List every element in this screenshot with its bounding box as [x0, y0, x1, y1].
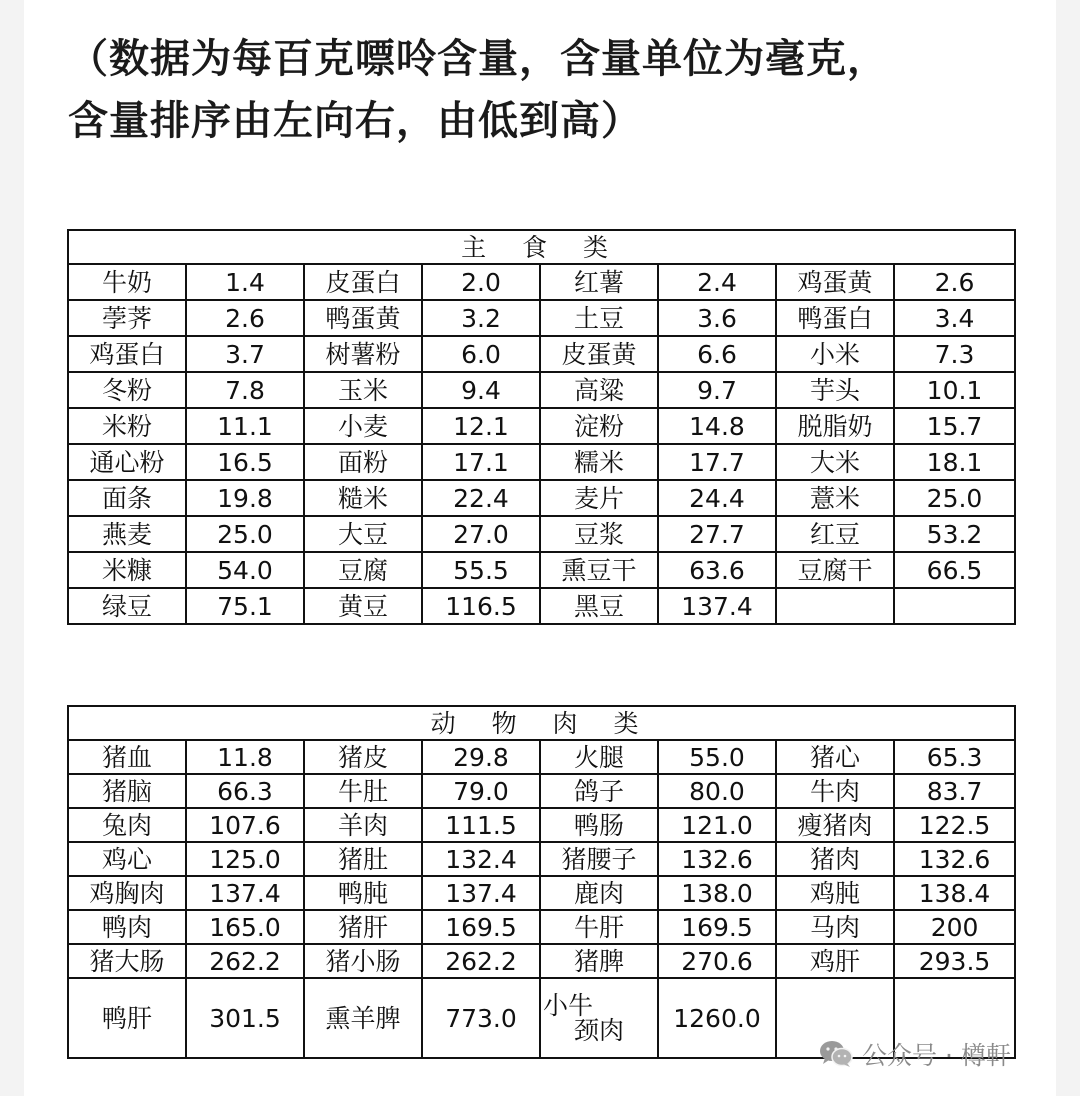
- purine-value-cell: 138.4: [894, 876, 1015, 910]
- purine-value-cell: 80.0: [658, 774, 776, 808]
- staple-table-row: [68, 408, 1015, 444]
- purine-value-cell: 11.8: [186, 740, 304, 774]
- food-name-cell: 荸荠: [68, 300, 186, 336]
- food-name-cell: 鸡蛋黄: [776, 264, 894, 300]
- food-name-cell: 熏豆干: [540, 552, 658, 588]
- food-name-cell: 鸭蛋白: [776, 300, 894, 336]
- food-name-cell: [776, 588, 894, 624]
- staple-table-row: [68, 336, 1015, 372]
- food-name-cell: 黑豆: [540, 588, 658, 624]
- food-name-cell: 芋头: [776, 372, 894, 408]
- purine-value-cell: 53.2: [894, 516, 1015, 552]
- meat-table: [67, 705, 1016, 1059]
- food-name-cell: 鸡胸肉: [68, 876, 186, 910]
- purine-value-cell: 22.4: [422, 480, 540, 516]
- food-name-cell: 豆腐干: [776, 552, 894, 588]
- food-name-cell: 豆腐: [304, 552, 422, 588]
- purine-value-cell: 262.2: [422, 944, 540, 978]
- staple-table-title: 主 食 类: [68, 230, 1015, 264]
- food-name-cell: 皮蛋黄: [540, 336, 658, 372]
- purine-value-cell: 63.6: [658, 552, 776, 588]
- staple-table-row: [68, 480, 1015, 516]
- food-name-cell: 瘦猪肉: [776, 808, 894, 842]
- purine-value-cell: 12.1: [422, 408, 540, 444]
- purine-value-cell: 25.0: [186, 516, 304, 552]
- food-name-cell: 糯米: [540, 444, 658, 480]
- food-name-line-1: 小牛: [543, 991, 594, 1020]
- food-name-cell: 黄豆: [304, 588, 422, 624]
- purine-value-cell: 262.2: [186, 944, 304, 978]
- purine-value-cell: 137.4: [422, 876, 540, 910]
- food-name-line-2: 颈肉: [573, 1016, 624, 1045]
- food-name-cell: 脱脂奶: [776, 408, 894, 444]
- food-name-cell: 树薯粉: [304, 336, 422, 372]
- food-name-cell: 牛肉: [776, 774, 894, 808]
- food-name-cell: 牛肚: [304, 774, 422, 808]
- purine-value-cell: 111.5: [422, 808, 540, 842]
- staple-table-row: [68, 588, 1015, 624]
- purine-value-cell: 15.7: [894, 408, 1015, 444]
- wechat-icon: [818, 1039, 854, 1069]
- purine-value-cell: 125.0: [186, 842, 304, 876]
- purine-value-cell: 121.0: [658, 808, 776, 842]
- purine-value-cell: 200: [894, 910, 1015, 944]
- food-name-cell: 糙米: [304, 480, 422, 516]
- purine-value-cell: 293.5: [894, 944, 1015, 978]
- purine-value-cell: 2.6: [186, 300, 304, 336]
- food-name-cell: 鸡肫: [776, 876, 894, 910]
- food-name-cell: 猪肚: [304, 842, 422, 876]
- purine-value-cell: 137.4: [186, 876, 304, 910]
- food-name-cell: 面粉: [304, 444, 422, 480]
- purine-value-cell: 6.0: [422, 336, 540, 372]
- meat-table-title: 动 物 肉 类: [68, 706, 1015, 740]
- purine-value-cell: 132.4: [422, 842, 540, 876]
- meat-table-row: [68, 842, 1015, 876]
- meat-table-row: [68, 808, 1015, 842]
- purine-value-cell: 165.0: [186, 910, 304, 944]
- watermark-text: 公众号 · 樽軒: [862, 1041, 1011, 1070]
- purine-value-cell: 132.6: [894, 842, 1015, 876]
- purine-value-cell: 16.5: [186, 444, 304, 480]
- food-name-cell: 高粱: [540, 372, 658, 408]
- food-name-cell: 米粉: [68, 408, 186, 444]
- purine-value-cell: 3.6: [658, 300, 776, 336]
- purine-value-cell: 169.5: [658, 910, 776, 944]
- food-name-cell: 通心粉: [68, 444, 186, 480]
- food-name-cell: 鸭肉: [68, 910, 186, 944]
- purine-value-cell: 54.0: [186, 552, 304, 588]
- food-name-cell: 鸭肝: [68, 978, 186, 1058]
- intro-line-2: 含量排序由左向右，由低到高）: [68, 98, 642, 144]
- purine-value-cell: 11.1: [186, 408, 304, 444]
- food-name-cell: 小米: [776, 336, 894, 372]
- meat-table-row: [68, 740, 1015, 774]
- purine-value-cell: 65.3: [894, 740, 1015, 774]
- food-name-cell: 马肉: [776, 910, 894, 944]
- meat-table-row: [68, 774, 1015, 808]
- purine-value-cell: 9.7: [658, 372, 776, 408]
- purine-value-cell: 18.1: [894, 444, 1015, 480]
- purine-value-cell: 7.8: [186, 372, 304, 408]
- staple-table-row: [68, 516, 1015, 552]
- purine-value-cell: 2.0: [422, 264, 540, 300]
- food-name-cell: 牛奶: [68, 264, 186, 300]
- purine-value-cell: 79.0: [422, 774, 540, 808]
- purine-value-cell: 27.7: [658, 516, 776, 552]
- food-name-cell: 猪脑: [68, 774, 186, 808]
- food-name-cell: 土豆: [540, 300, 658, 336]
- purine-value-cell: 122.5: [894, 808, 1015, 842]
- intro-text: [68, 28, 1048, 152]
- food-name-cell: 猪腰子: [540, 842, 658, 876]
- food-name-cell: 大米: [776, 444, 894, 480]
- purine-value-cell: 270.6: [658, 944, 776, 978]
- purine-value-cell: 107.6: [186, 808, 304, 842]
- food-name-cell: 猪肝: [304, 910, 422, 944]
- food-name-cell: 玉米: [304, 372, 422, 408]
- purine-value-cell: 1.4: [186, 264, 304, 300]
- staple-table-row: [68, 300, 1015, 336]
- food-name-cell: 猪皮: [304, 740, 422, 774]
- purine-value-cell: [894, 588, 1015, 624]
- food-name-cell: 麦片: [540, 480, 658, 516]
- staple-table-row: [68, 444, 1015, 480]
- food-name-cell: 猪血: [68, 740, 186, 774]
- purine-value-cell: 55.5: [422, 552, 540, 588]
- purine-value-cell: 116.5: [422, 588, 540, 624]
- food-name-cell: 火腿: [540, 740, 658, 774]
- food-name-cell: 面条: [68, 480, 186, 516]
- food-name-cell: 牛肝: [540, 910, 658, 944]
- purine-value-cell: 29.8: [422, 740, 540, 774]
- food-name-cell: 红薯: [540, 264, 658, 300]
- intro-line-1: （数据为每百克嘌呤含量，含量单位为毫克，: [68, 36, 888, 82]
- food-name-cell: 鸡心: [68, 842, 186, 876]
- food-name-cell: 大豆: [304, 516, 422, 552]
- food-name-cell: 羊肉: [304, 808, 422, 842]
- meat-table-row: [68, 910, 1015, 944]
- purine-value-cell: 3.4: [894, 300, 1015, 336]
- watermark: [818, 1036, 1011, 1072]
- purine-value-cell: 27.0: [422, 516, 540, 552]
- food-name-cell: 熏羊脾: [304, 978, 422, 1058]
- food-name-cell: 冬粉: [68, 372, 186, 408]
- purine-value-cell: 137.4: [658, 588, 776, 624]
- purine-value-cell: 83.7: [894, 774, 1015, 808]
- food-name-cell: 鸭肫: [304, 876, 422, 910]
- purine-value-cell: 25.0: [894, 480, 1015, 516]
- food-name-cell: 猪肉: [776, 842, 894, 876]
- purine-value-cell: 1260.0: [658, 978, 776, 1058]
- purine-value-cell: 301.5: [186, 978, 304, 1058]
- food-name-cell: 鸡肝: [776, 944, 894, 978]
- food-name-cell: 小麦: [304, 408, 422, 444]
- purine-value-cell: 138.0: [658, 876, 776, 910]
- food-name-cell: 兔肉: [68, 808, 186, 842]
- purine-value-cell: 66.5: [894, 552, 1015, 588]
- purine-value-cell: 19.8: [186, 480, 304, 516]
- purine-value-cell: 169.5: [422, 910, 540, 944]
- purine-value-cell: 66.3: [186, 774, 304, 808]
- food-name-cell: 淀粉: [540, 408, 658, 444]
- purine-value-cell: 17.7: [658, 444, 776, 480]
- food-name-cell: 猪脾: [540, 944, 658, 978]
- purine-value-cell: 132.6: [658, 842, 776, 876]
- staple-table-row: [68, 264, 1015, 300]
- staple-table-row: [68, 372, 1015, 408]
- purine-value-cell: 3.7: [186, 336, 304, 372]
- food-name-cell: 猪大肠: [68, 944, 186, 978]
- purine-value-cell: 55.0: [658, 740, 776, 774]
- purine-value-cell: 24.4: [658, 480, 776, 516]
- food-name-cell: 薏米: [776, 480, 894, 516]
- purine-value-cell: 773.0: [422, 978, 540, 1058]
- staple-table-row: [68, 552, 1015, 588]
- food-name-cell: 鸭肠: [540, 808, 658, 842]
- purine-value-cell: 14.8: [658, 408, 776, 444]
- food-name-cell: 豆浆: [540, 516, 658, 552]
- food-name-cell: 燕麦: [68, 516, 186, 552]
- food-name-cell: 绿豆: [68, 588, 186, 624]
- purine-value-cell: 2.6: [894, 264, 1015, 300]
- food-name-cell: 鸭蛋黄: [304, 300, 422, 336]
- purine-value-cell: 75.1: [186, 588, 304, 624]
- food-name-cell: 米糠: [68, 552, 186, 588]
- food-name-cell: 红豆: [776, 516, 894, 552]
- purine-value-cell: 6.6: [658, 336, 776, 372]
- purine-value-cell: 3.2: [422, 300, 540, 336]
- food-name-cell: 皮蛋白: [304, 264, 422, 300]
- staple-food-table: [67, 229, 1016, 625]
- food-name-cell: 鹿肉: [540, 876, 658, 910]
- purine-value-cell: 2.4: [658, 264, 776, 300]
- meat-table-row: [68, 876, 1015, 910]
- purine-value-cell: 7.3: [894, 336, 1015, 372]
- meat-table-row: [68, 944, 1015, 978]
- food-name-cell: 鸡蛋白: [68, 336, 186, 372]
- food-name-cell: 鸽子: [540, 774, 658, 808]
- food-name-cell: [540, 978, 658, 1058]
- food-name-cell: 猪心: [776, 740, 894, 774]
- food-name-cell: 猪小肠: [304, 944, 422, 978]
- purine-value-cell: 9.4: [422, 372, 540, 408]
- purine-value-cell: 17.1: [422, 444, 540, 480]
- purine-value-cell: 10.1: [894, 372, 1015, 408]
